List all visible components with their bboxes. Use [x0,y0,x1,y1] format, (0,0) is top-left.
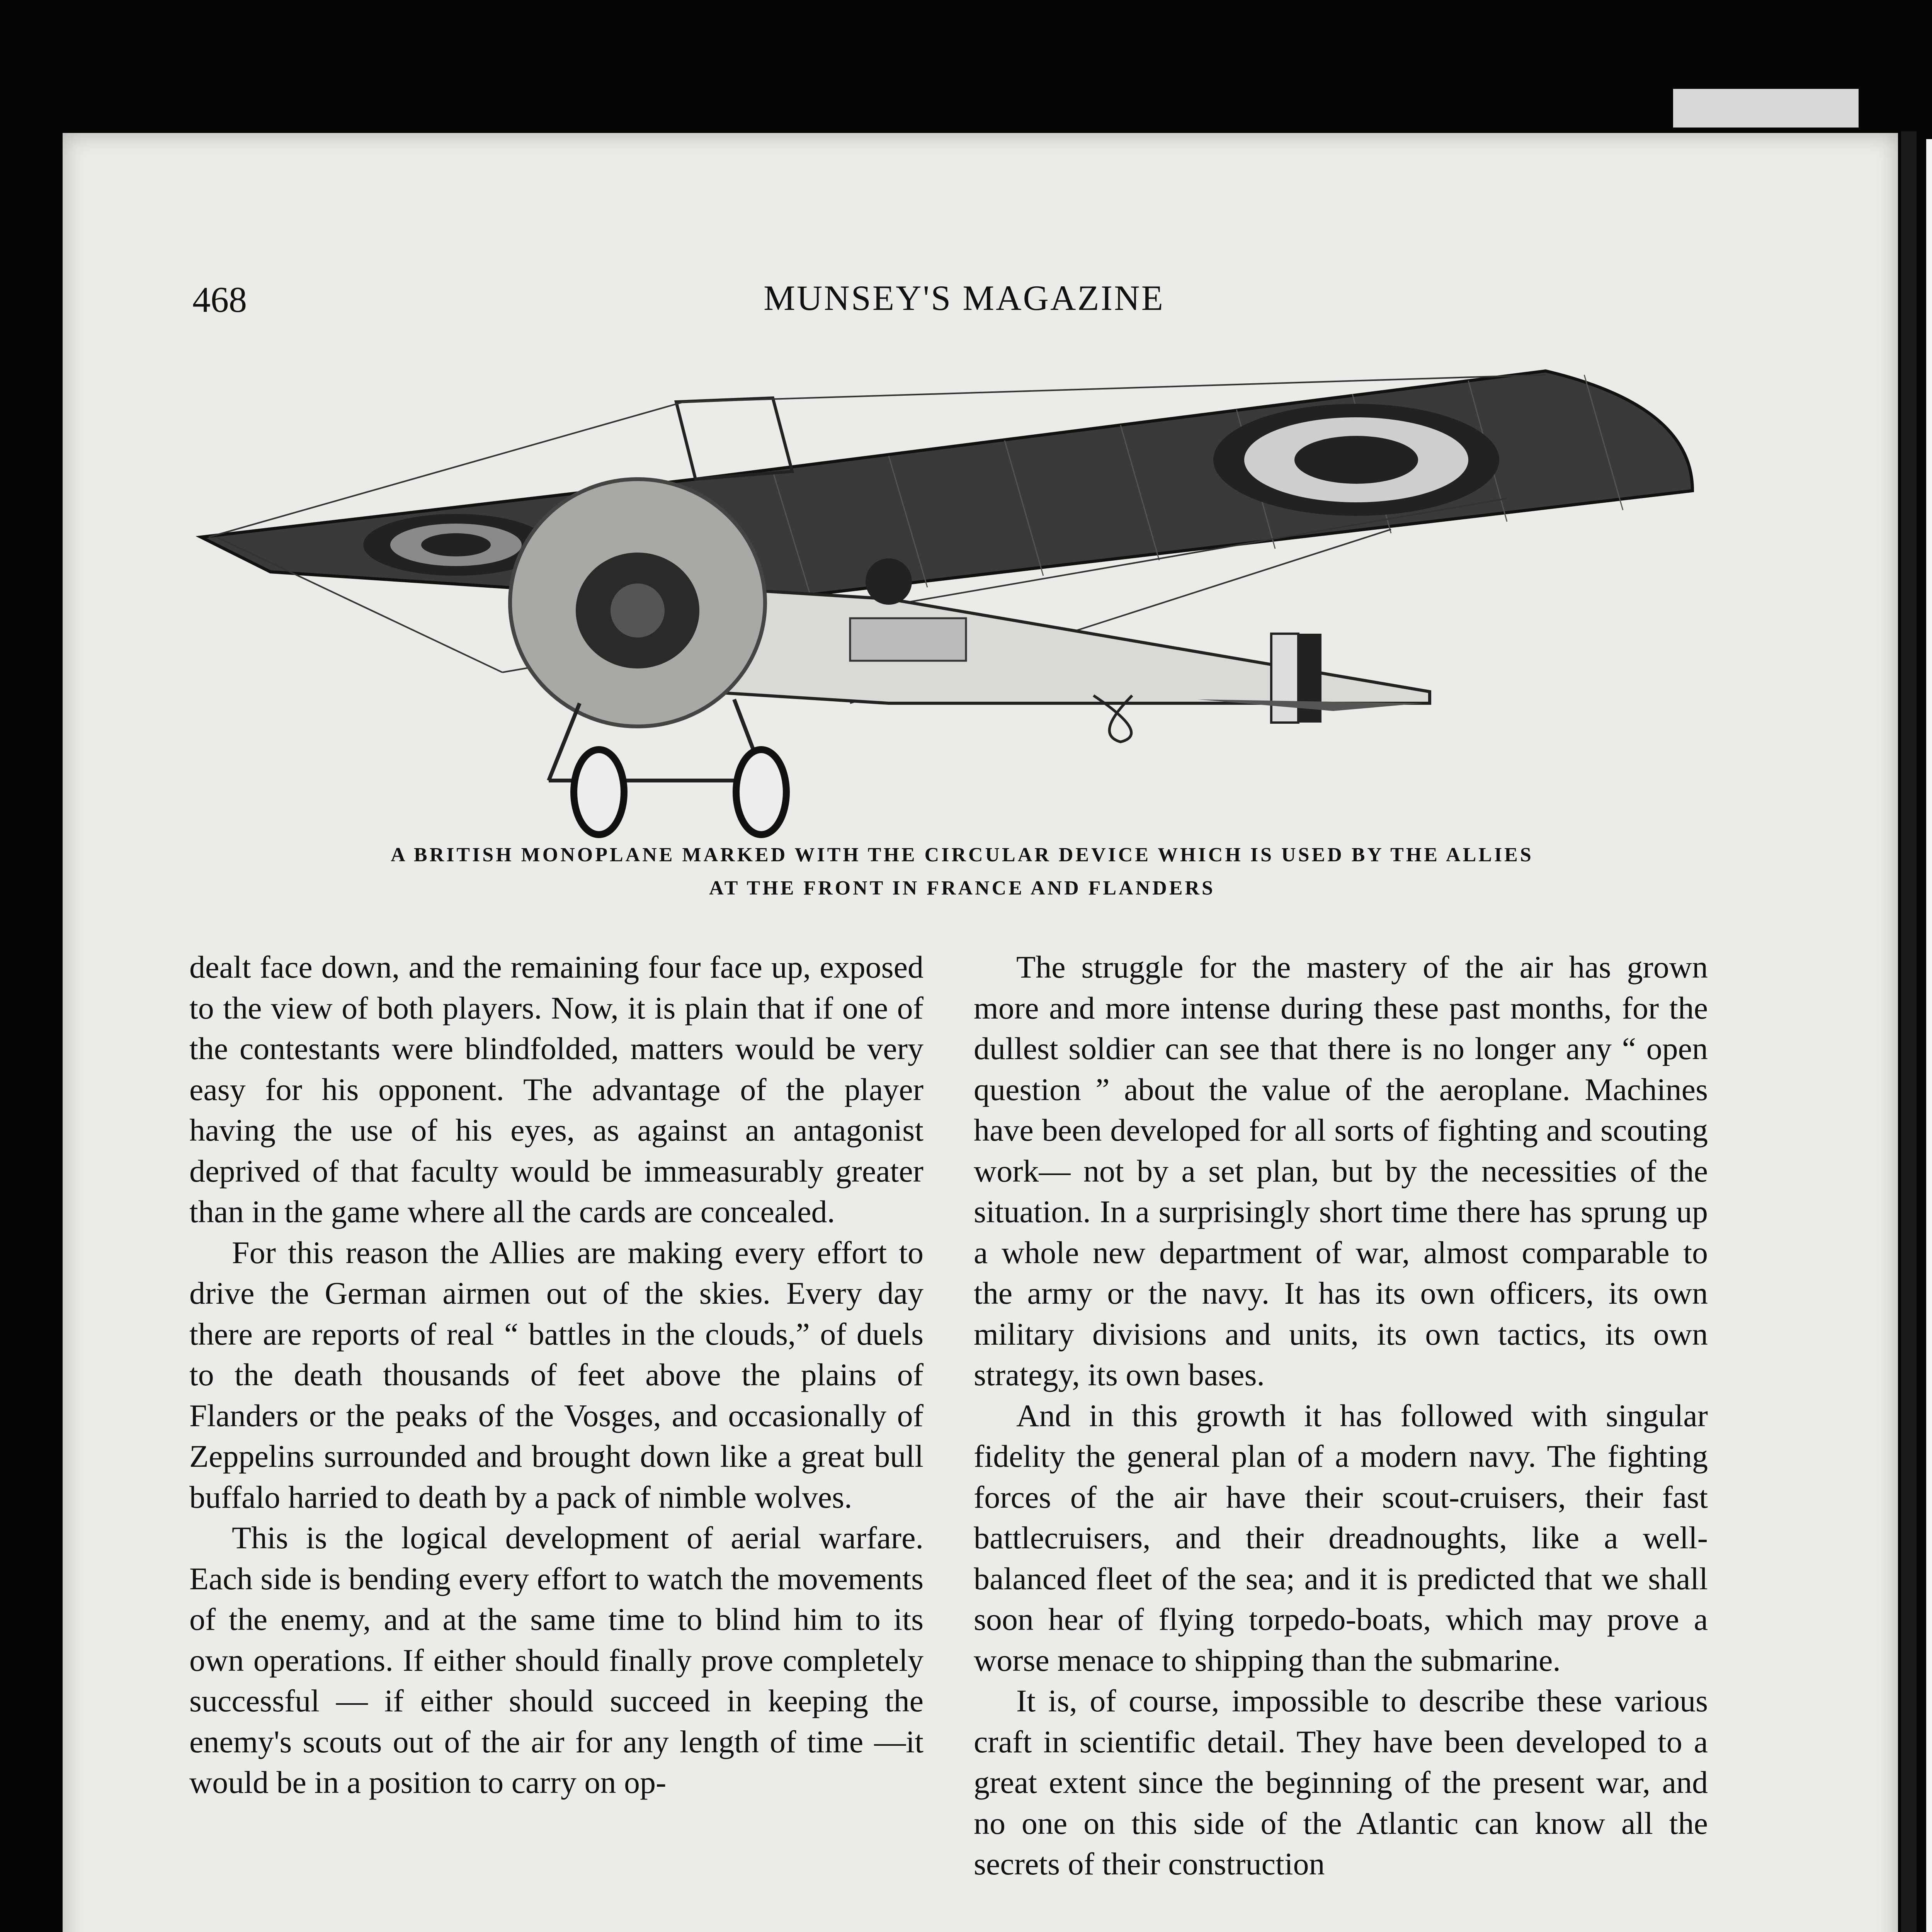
left-column [189,947,923,1803]
right-paragraph-2: And in this growth it has followed with singular fidelity the general plan of a modern navy. The fighting forces of the air have their scout-cruisers, their fast battlecruisers, and their dreadnoughts, like a well-balanced fleet of the sea; and it is predicted that we shall soon hear of flying torpedo-boats, which may prove a worse menace to shipping than the submarine. [974,1398,1708,1678]
page-number: 468 [192,280,247,320]
right-column [974,947,1708,1884]
right-paragraph-1: The struggle for the mastery of the air has grown more and more intense during these past months, for the dullest soldier can see that there is no longer any “ open question ” about the value of the aeroplane. Machines have been developed for all sorts of fighting and scouting work— not by a set plan, but by the necessities of the situation. In a surprisingly short time there has sprung up a whole new department of war, almost comparable to the army or the navy. It has its own officers, its own military divisions and units, its own tactics, its own strategy, its own bases. [974,949,1708,1392]
running-head: MUNSEY'S MAGAZINE [764,278,1165,318]
page-tab [1673,89,1859,128]
next-page-edge [1926,139,1932,1932]
top-figure-caption-line2: AT THE FRONT IN FRANCE AND FLANDERS [709,877,1215,899]
right-paragraph-3: It is, of course, impossible to describe these various craft in scientific detail. They have been developed to a great extent since the beginning of the present war, and no one on this side of the Atlantic can know all the secrets of their construction [974,1683,1708,1881]
left-paragraph-2: For this reason the Allies are making every effort to drive the German airmen out of the skies. Every day there are reports of real “ battles in the clouds,” of duels to the death thousands of feet above the plains of Flanders or the peaks of the Vosges, and occasionally of Zeppelins surrounded and brought down like a great bull buffalo harried to death by a pack of nimble wolves. [189,1235,923,1515]
left-paragraph-1: dealt face down, and the remaining four face up, exposed to the view of both players. Now, it is plain that if one of the contestants were blindfolded, matters would be very easy for his opponent. The advantage of the player having the use of his eyes, as against an antagonist deprived of that faculty would be immeasurably greater than in the game where all the cards are concealed. [189,949,923,1229]
top-figure-caption-line1: A BRITISH MONOPLANE MARKED WITH THE CIRCULAR DEVICE WHICH IS USED BY THE ALLIES [391,844,1534,866]
page-gutter-shadow [1901,131,1917,1932]
british-monoplane-illustration [193,363,1719,850]
left-paragraph-3: This is the logical development of aerial warfare. Each side is bending every effort to watch the movements of the enemy, and at the same time to blind him to its own operations. If either should finally prove completely successful — if either should succeed in keeping the enemy's scouts out of the air for any length of time —it would be in a position to carry on op- [189,1520,923,1800]
top-figure-caption [232,838,1692,905]
